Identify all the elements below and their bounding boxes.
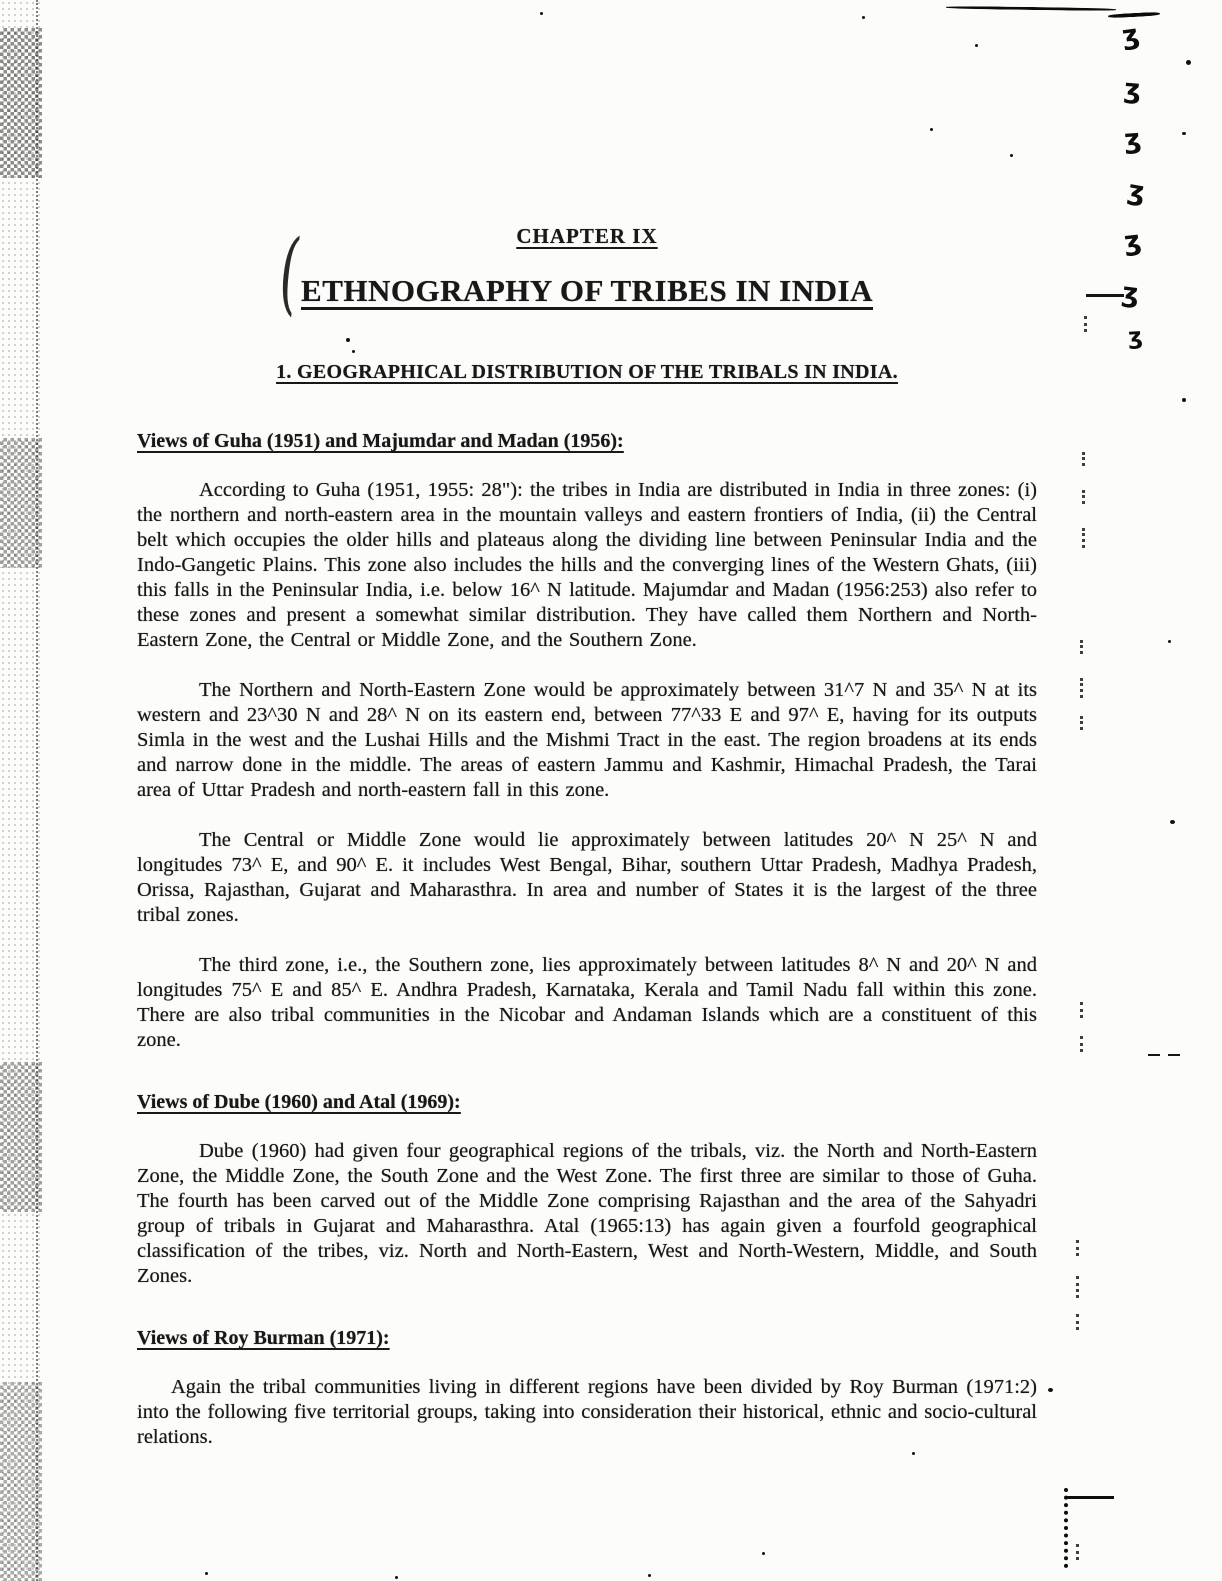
- section-dube-atal: [137, 1091, 1037, 1289]
- scan-speckle: [1010, 154, 1013, 157]
- paragraph: Again the tribal communities living in different regions have been divided by Roy Burman (1971:2) into the following five territorial groups, taking into consideration their historical, ethnic and socio-cultural relations.: [137, 1376, 1037, 1448]
- margin-colon-mark: [1080, 1002, 1083, 1018]
- scan-speckle: [975, 44, 978, 47]
- binding-curl-mark: ʒ: [1122, 73, 1143, 106]
- binding-curl-mark: ʒ: [1122, 225, 1143, 258]
- scratch-line: [946, 6, 1116, 11]
- margin-colon-mark: [1076, 1314, 1079, 1330]
- margin-colon-mark: [1076, 1544, 1079, 1560]
- paragraph: The Central or Middle Zone would lie approximately between latitudes 20^ N 25^ N and longitudes 73^ E, and 90^ E. it includes West Bengal, Bihar, southern Uttar Pradesh, Madhya Pradesh, Orissa, Rajasthan, Gujarat and Maharasthra. In area and number of States it is the largest of the three tribal zones.: [137, 829, 1037, 926]
- chapter-label: CHAPTER IX: [516, 224, 658, 248]
- pen-stroke-mark: (: [274, 219, 305, 326]
- margin-colon-mark: [1084, 316, 1087, 332]
- section-heading: 1. GEOGRAPHICAL DISTRIBUTION OF THE TRIBALS IN INDIA.: [276, 361, 898, 383]
- scan-speckle: [930, 128, 933, 131]
- section-roy-burman: [137, 1327, 1037, 1450]
- scan-speckle: [395, 1576, 398, 1579]
- scan-speckle: [912, 1452, 915, 1455]
- scan-speckle: [648, 1574, 651, 1577]
- scan-speckle: [1170, 820, 1175, 824]
- subsection-heading: Views of Guha (1951) and Majumdar and Madan (1956):: [137, 430, 624, 452]
- scan-speckle: [1168, 640, 1171, 643]
- scan-speckle: [862, 16, 865, 19]
- scan-speckle: [1048, 1388, 1053, 1392]
- scan-speckle: [1186, 60, 1191, 65]
- margin-colon-mark: [1080, 716, 1083, 730]
- pen-dash-mark: [1168, 1054, 1180, 1056]
- paragraph: According to Guha (1951, 1955: 28"): the tribes in India are distributed in India in three zones: (i) the northern and north-eastern area in the mountain valleys and eastern frontiers of India, (ii) the Central belt which occupies the older hills and plateaus along the dividing line between Peninsular India and the Indo-Gangetic Plains. This zone also includes the hills and the converging lines of the Western Ghats, (iii) this falls in the Peninsular India, i.e. below 16^ N latitude. Majumdar and Madan (1956:253) also refer to these zones and present a somewhat similar distribution. They have called them Northern and North-Eastern Zone, the Central or Middle Zone, and the Southern Zone.: [137, 479, 1037, 651]
- scan-edge-line: [36, 0, 38, 1581]
- pen-dash-mark: [1086, 294, 1124, 297]
- document-content: [137, 219, 1037, 1450]
- paragraph: Dube (1960) had given four geographical regions of the tribals, viz. the North and North-Eastern Zone, the Middle Zone, the South Zone and the West Zone. The first three are similar to those of Guha. The fourth has been carved out of the Middle Zone comprising Rajasthan and the area of the Sahyadri group of tribals in Gujarat and Maharasthra. Atal (1965:13) has again given a fourfold geographical classification of the tribes, viz. North and North-Eastern, West and North-Western, Middle, and South Zones.: [137, 1140, 1037, 1287]
- margin-colon-mark: [1082, 528, 1085, 548]
- margin-colon-mark: [1080, 678, 1083, 698]
- section-guha-majumdar: [137, 430, 1037, 1053]
- subsection-heading: Views of Dube (1960) and Atal (1969):: [137, 1091, 461, 1113]
- margin-bracket-mark: [1064, 1488, 1068, 1568]
- margin-colon-mark: [1080, 640, 1083, 654]
- scratch-line: [1108, 12, 1160, 19]
- pen-dash-mark: [1148, 1054, 1160, 1056]
- page-title: ETHNOGRAPHY OF TRIBES IN INDIA: [301, 273, 873, 308]
- margin-colon-mark: [1080, 1036, 1083, 1052]
- scan-speckle: [1182, 132, 1186, 135]
- paragraph: The Northern and North-Eastern Zone would be approximately between 31^7 N and 35^ N at its western and 23^30 N and 28^ N on its eastern end, between 77^33 E and 97^ E, having for its outputs Simla in the west and the Lushai Hills and the Mishmi Tract in the east. The region broadens at its ends and narrow done in the middle. The areas of eastern Jammu and Kashmir, Himachal Pradesh, the Tarai area of Uttar Pradesh and north-eastern fall in this zone.: [137, 679, 1037, 801]
- paragraph: The third zone, i.e., the Southern zone, lies approximately between latitudes 8^ N and 20^ N and longitudes 75^ E and 85^ E. Andhra Pradesh, Karnataka, Kerala and Tamil Nadu fall within this zone. There are also tribal communities in the Nicobar and Andaman Islands which are a constituent of this zone.: [137, 954, 1037, 1051]
- margin-colon-mark: [1076, 1276, 1079, 1298]
- scan-speckle: [762, 1552, 765, 1555]
- scan-speckle: [205, 1572, 208, 1575]
- binding-curl-mark: ʒ: [1119, 18, 1142, 53]
- binding-curl-mark: ʒ: [1125, 174, 1148, 209]
- margin-colon-mark: [1082, 452, 1085, 466]
- scan-speckle: [1182, 398, 1186, 402]
- subsection-heading: Views of Roy Burman (1971):: [137, 1327, 390, 1349]
- margin-bracket-mark: [1066, 1496, 1114, 1499]
- margin-colon-mark: [1076, 1240, 1079, 1256]
- binding-curl-mark: ʒ: [1127, 323, 1144, 351]
- binding-curl-mark: ʒ: [1120, 277, 1142, 310]
- binding-curl-mark: ʒ: [1122, 123, 1143, 156]
- margin-colon-mark: [1082, 490, 1085, 504]
- scan-speckle: [540, 12, 543, 15]
